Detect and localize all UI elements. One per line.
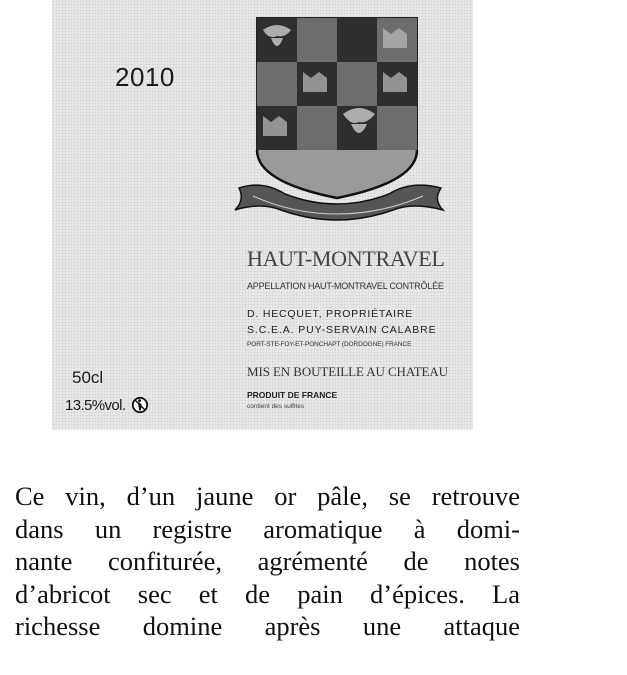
appellation-subtitle: APPELLATION HAUT-MONTRAVEL CONTRÔLÉE [247,281,444,291]
article-line: d’abricot sec et de pain d’épices. La [15,578,520,609]
address-line: PORT-STE-FOY-ET-PONCHAPT (DORDOGNE) FRANCE [247,341,412,348]
company-line: S.C.E.A. PUY-SERVAIN CALABRE [247,324,437,336]
article-text [15,480,520,643]
abv-row [65,396,149,414]
owner-line: D. HECQUET, PROPRIÉTAIRE [247,308,414,320]
abv-label: 13.5%vol. [65,396,126,414]
article-line: nante confiturée, agrémenté de notes [15,546,520,577]
origin-line: PRODUIT DE FRANCE [247,390,338,400]
article-line: dans un registre aromatique à domi- [15,513,520,544]
article-line: Ce vin, d’un jaune or pâle, se retrouve [15,481,520,511]
coat-of-arms-icon [233,10,465,238]
pregnant-woman-warning-icon [131,396,149,414]
volume-label: 50cl [72,368,104,387]
bottling-line: MIS EN BOUTEILLE AU CHATEAU [247,364,448,379]
sulfites-line: contient des sulfites [247,403,305,410]
article-line: richesse domine après une attaque [15,611,520,642]
appellation-title: HAUT-MONTRAVEL [247,246,445,271]
vintage-year: 2010 [115,62,175,92]
